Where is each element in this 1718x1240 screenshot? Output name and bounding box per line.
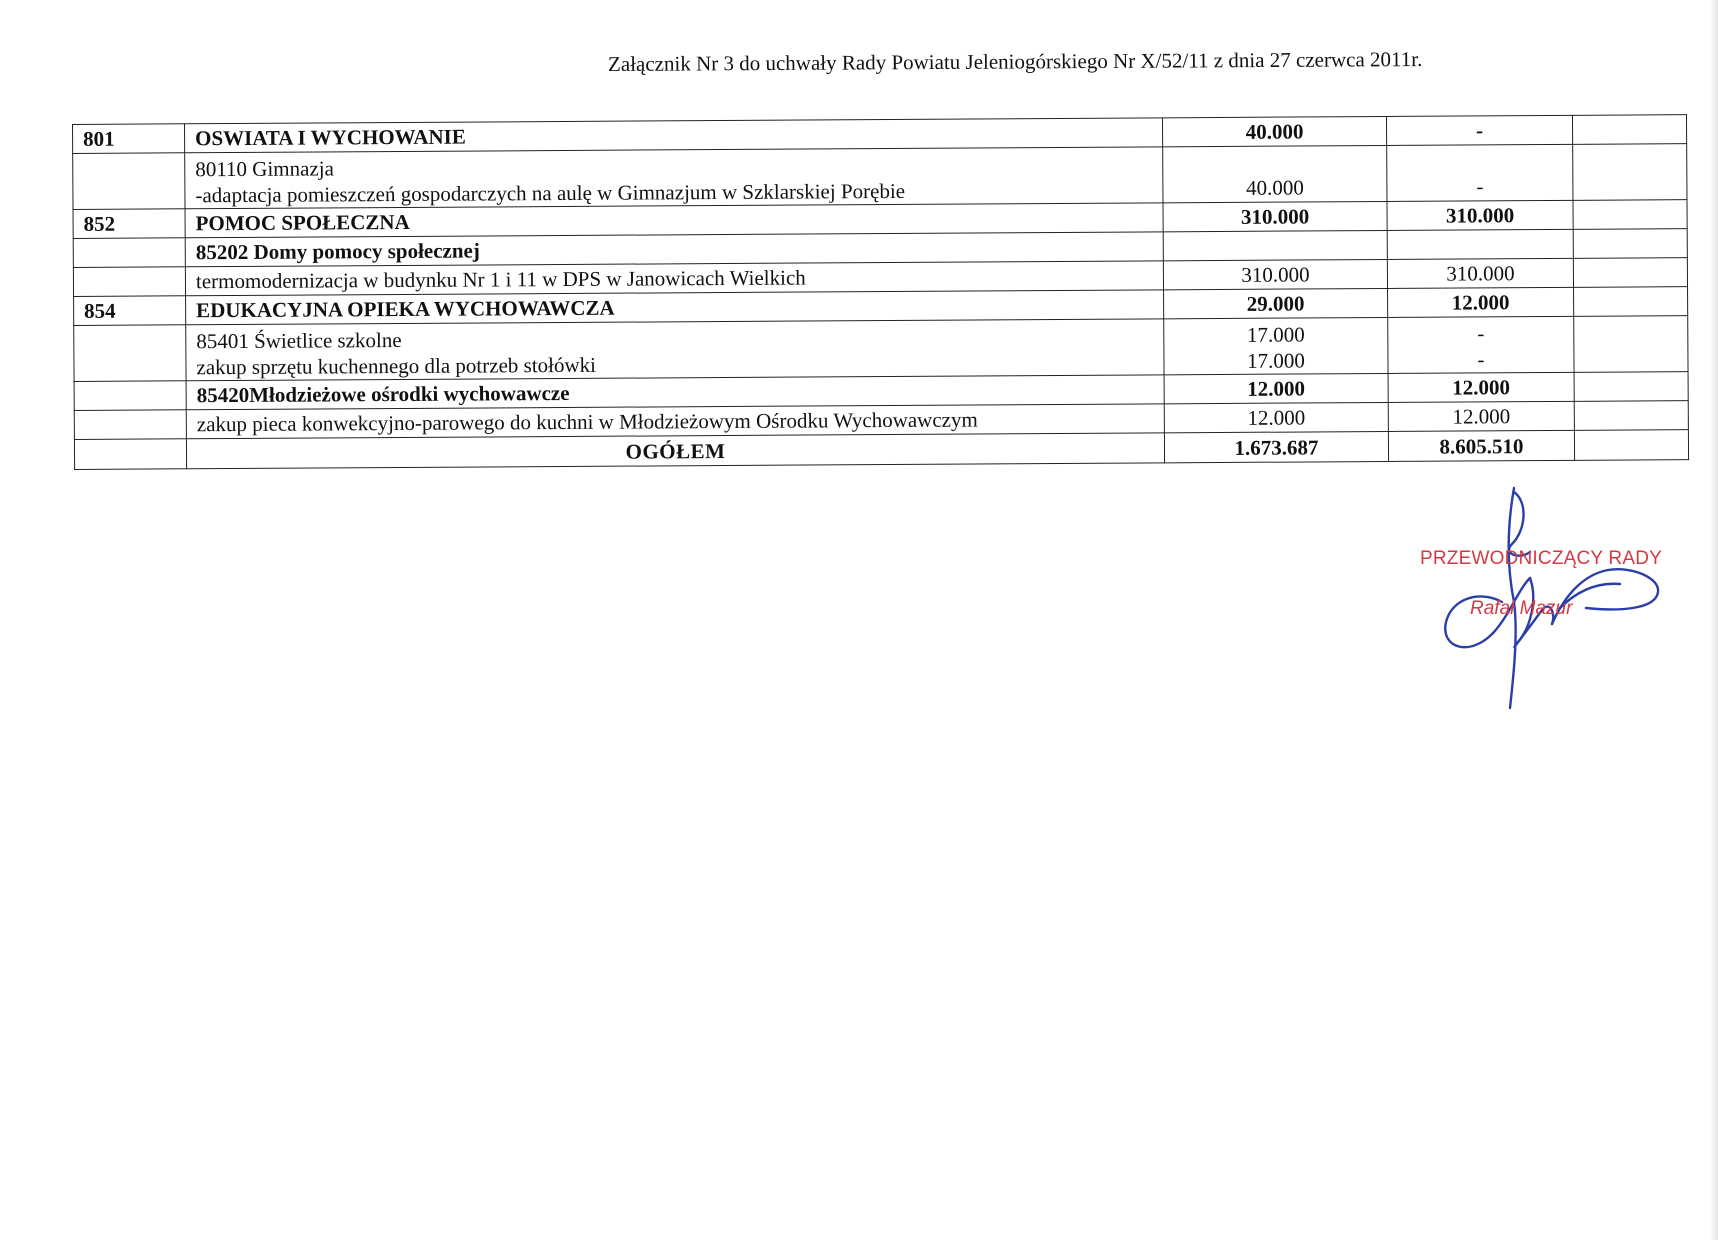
amount-value: 17.000 bbox=[1246, 322, 1305, 347]
amount-cell bbox=[1164, 317, 1388, 374]
table-row bbox=[73, 144, 1687, 210]
empty-cell bbox=[1573, 144, 1687, 201]
amount-cell: 12.000 bbox=[1388, 287, 1574, 317]
empty-cell bbox=[74, 381, 186, 411]
stamp-title: PRZEWODNICZĄCY RADY bbox=[1420, 548, 1663, 569]
empty-cell bbox=[1573, 258, 1687, 288]
empty-cell bbox=[1574, 372, 1688, 402]
task-description: zakup sprzętu kuchennego dla potrzeb stołówki bbox=[196, 352, 597, 380]
empty-cell bbox=[1573, 200, 1687, 230]
amount-cell: 40.000 bbox=[1162, 116, 1386, 146]
amount-cell: 12.000 bbox=[1388, 401, 1574, 431]
amount-cell: - bbox=[1387, 144, 1573, 201]
amount-value: - bbox=[1477, 321, 1485, 346]
empty-cell bbox=[1572, 115, 1686, 145]
empty-cell bbox=[73, 153, 185, 210]
subsection-title: 85202 Domy pomocy społecznej bbox=[185, 232, 1163, 267]
empty-cell bbox=[1574, 316, 1688, 373]
subsection-title: 85420Młodzieżowe ośrodki wychowawcze bbox=[186, 375, 1164, 410]
amount-cell: 310.000 bbox=[1387, 200, 1573, 230]
subsection-title: 85401 Świetlice szkolne bbox=[196, 327, 402, 354]
amount-cell: 40.000 bbox=[1163, 145, 1387, 202]
amount-cell: 12.000 bbox=[1164, 402, 1388, 432]
empty-cell bbox=[1574, 430, 1688, 461]
amount-value: 17.000 bbox=[1247, 348, 1305, 373]
task-description: termomodernizacja w budynku Nr 1 i 11 w DPS w Janowicach Wielkich bbox=[185, 261, 1163, 296]
section-title: EDUKACYJNA OPIEKA WYCHOWAWCZA bbox=[186, 290, 1164, 325]
empty-cell bbox=[1573, 229, 1687, 259]
amount-value: - bbox=[1477, 347, 1485, 372]
section-title: POMOC SPOŁECZNA bbox=[185, 203, 1163, 238]
empty-cell bbox=[1387, 229, 1573, 259]
subsection-cell bbox=[185, 147, 1163, 209]
empty-cell bbox=[74, 325, 186, 382]
total-amount: 1.673.687 bbox=[1164, 431, 1388, 462]
amount-cell: 12.000 bbox=[1388, 372, 1574, 402]
scan-edge-shadow bbox=[1710, 0, 1718, 1240]
section-code: 854 bbox=[74, 296, 186, 326]
amount-cell bbox=[1388, 316, 1574, 373]
empty-cell bbox=[1163, 230, 1387, 260]
empty-cell bbox=[74, 439, 186, 470]
table-row bbox=[74, 316, 1688, 382]
empty-cell bbox=[74, 410, 186, 440]
amount-cell: - bbox=[1386, 115, 1572, 145]
subsection-cell bbox=[186, 319, 1164, 381]
total-label: OGÓŁEM bbox=[186, 433, 1164, 469]
empty-cell bbox=[73, 238, 185, 268]
section-code: 852 bbox=[73, 209, 185, 239]
total-amount: 8.605.510 bbox=[1388, 430, 1574, 461]
amount-cell: 310.000 bbox=[1163, 259, 1387, 289]
handwritten-signature bbox=[1410, 482, 1670, 712]
task-description: zakup pieca konwekcyjno-parowego do kuchni w Młodzieżowym Ośrodku Wychowawczym bbox=[186, 404, 1164, 439]
task-description: -adaptacja pomieszczeń gospodarczych na aulę w Gimnazjum w Szklarskiej Porębie bbox=[195, 178, 906, 208]
amount-cell: 310.000 bbox=[1387, 258, 1573, 288]
section-code: 801 bbox=[73, 124, 185, 154]
amount-cell: 310.000 bbox=[1163, 201, 1387, 231]
subsection-title: 80110 Gimnazja bbox=[195, 156, 334, 182]
document-header: Załącznik Nr 3 do uchwały Rady Powiatu Jeleniogórskiego Nr X/52/11 z dnia 27 czerwca 2011r. bbox=[607, 47, 1423, 76]
stamp-name: Rafał Mazur bbox=[1470, 598, 1573, 619]
empty-cell bbox=[73, 267, 185, 297]
amount-cell: 29.000 bbox=[1164, 288, 1388, 318]
empty-cell bbox=[1574, 401, 1688, 431]
budget-table bbox=[72, 114, 1689, 470]
amount-cell: 12.000 bbox=[1164, 373, 1388, 403]
section-title: OSWIATA I WYCHOWANIE bbox=[185, 118, 1163, 153]
empty-cell bbox=[1574, 287, 1688, 317]
